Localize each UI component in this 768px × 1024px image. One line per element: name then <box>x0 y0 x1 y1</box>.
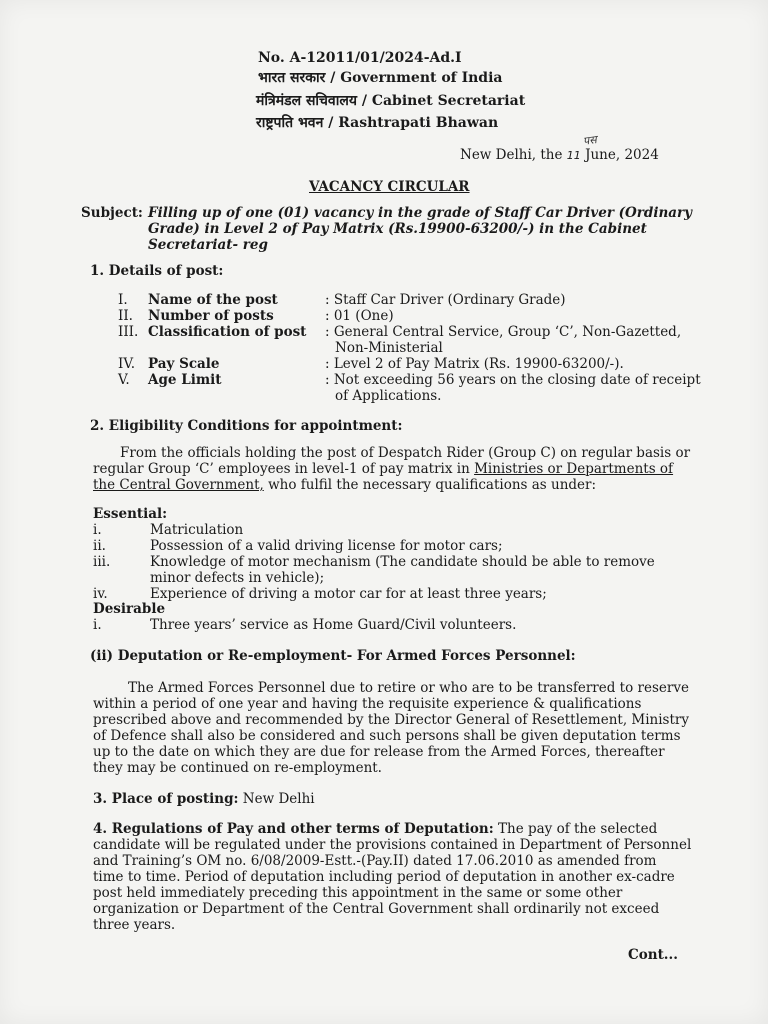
subject-label: Subject: <box>81 205 143 221</box>
para-line: The Armed Forces Personnel due to retire or who are to be transferred to reserve <box>128 680 689 696</box>
row-value-cont: Non-Ministerial <box>335 340 443 356</box>
subject-line-1: Filling up of one (01) vacancy in the grade of Staff Car Driver (Ordinary <box>148 205 692 221</box>
continued-note: Cont... <box>628 947 678 963</box>
para-line: prescribed above and recommended by the Director General of Resettlement, Ministry <box>93 712 689 728</box>
para-line: time to time. Period of deputation including period of deputation in another ex-cadre <box>93 869 675 885</box>
header-govt: भारत सरकार / Government of India <box>258 70 503 86</box>
section-3 <box>93 791 315 807</box>
row-value: : Staff Car Driver (Ordinary Grade) <box>325 292 566 308</box>
date-line <box>460 147 659 163</box>
row-number: IV. <box>118 356 136 372</box>
subject-line-2: Grade) in Level 2 of Pay Matrix (Rs.19900-63200/-) in the Cabinet <box>148 221 647 237</box>
para-line: three years. <box>93 917 176 933</box>
para-line: up to the date on which they are due for release from the Armed Forces, thereafter <box>93 744 665 760</box>
header-bhawan: राष्ट्रपति भवन / Rashtrapati Bhawan <box>256 115 499 131</box>
item-text-cont: minor defects in vehicle); <box>150 570 325 586</box>
place-of-posting: New Delhi <box>238 791 315 807</box>
row-label: Age Limit <box>148 372 222 388</box>
header-cabinet: मंत्रिमंडल सचिवालय / Cabinet Secretariat <box>256 93 526 109</box>
item-text: Matriculation <box>150 522 244 538</box>
section-3-heading: 3. Place of posting: <box>93 791 239 807</box>
para-line: post held immediately preceding this appointment in the same or some other <box>93 885 623 901</box>
eligibility-para-line-3 <box>93 477 596 493</box>
row-label: Number of posts <box>148 308 274 324</box>
subject-line-3: Secretariat- reg <box>148 237 268 253</box>
para-line: of Defence shall also be considered and such persons shall be given deputation terms <box>93 728 681 744</box>
row-number: I. <box>118 292 128 308</box>
section-4-heading: 4. Regulations of Pay and other terms of Deputation: <box>93 821 494 837</box>
handwritten-initials: पस <box>582 133 598 148</box>
item-number: iv. <box>93 586 108 602</box>
row-value: : 01 (One) <box>325 308 394 324</box>
para-line: organization or Department of the Central Government shall ordinarily not exceed <box>93 901 660 917</box>
para-line: they may be continued on re-employment. <box>93 760 382 776</box>
item-number: i. <box>93 522 102 538</box>
file-number: No. A-12011/01/2024-Ad.I <box>258 50 462 66</box>
row-value: : Level 2 of Pay Matrix (Rs. 19900-63200/-). <box>325 356 624 372</box>
eligibility-para-line-1: From the officials holding the post of Despatch Rider (Group C) on regular basis or <box>120 445 691 461</box>
desirable-label: Desirable <box>93 601 166 617</box>
section-2-heading: 2. Eligibility Conditions for appointment: <box>90 418 403 434</box>
row-number: III. <box>118 324 139 340</box>
item-text: Knowledge of motor mechanism (The candidate should be able to remove <box>150 554 655 570</box>
item-number: ii. <box>93 538 106 554</box>
ministries-text: Ministries or Departments of <box>474 461 674 477</box>
eligibility-text: regular Group ‘C’ employees in level-1 of pay matrix in <box>93 461 475 477</box>
section-1-heading: 1. Details of post: <box>90 263 224 279</box>
item-text: Experience of driving a motor car for at least three years; <box>150 586 547 602</box>
row-label: Pay Scale <box>148 356 220 372</box>
central-govt-text: the Central Government, <box>93 477 264 493</box>
eligibility-text-end: who fulfil the necessary qualifications as under: <box>263 477 597 493</box>
para-line: within a period of one year and having the requisite experience & qualifications <box>93 696 642 712</box>
row-value-cont: of Applications. <box>335 388 442 404</box>
row-number: V. <box>118 372 130 388</box>
row-label: Classification of post <box>148 324 307 340</box>
item-number: i. <box>93 617 102 633</box>
item-number: iii. <box>93 554 111 570</box>
eligibility-para-line-2 <box>93 461 673 477</box>
row-number: II. <box>118 308 133 324</box>
para-line: candidate will be regulated under the provisions contained in Department of Personnel <box>93 837 692 853</box>
date-prefix: New Delhi, the <box>460 147 563 163</box>
section-4-text-start: The pay of the selected <box>493 821 658 837</box>
essential-label: Essential: <box>93 506 168 522</box>
circular-title: VACANCY CIRCULAR <box>309 179 470 195</box>
row-value: : General Central Service, Group ‘C’, Non-Gazetted, <box>325 324 682 340</box>
para-line: and Training’s OM no. 6/08/2009-Estt.-(Pay.II) dated 17.06.2010 as amended from <box>93 853 657 869</box>
section-2ii-heading: (ii) Deputation or Re-employment- For Armed Forces Personnel: <box>90 648 576 664</box>
row-label: Name of the post <box>148 292 278 308</box>
section-4-line-1 <box>93 821 657 837</box>
item-text: Three years’ service as Home Guard/Civil volunteers. <box>150 617 517 633</box>
item-text: Possession of a valid driving license for motor cars; <box>150 538 503 554</box>
row-value: : Not exceeding 56 years on the closing date of receipt <box>325 372 701 388</box>
date-day: 11 <box>566 149 581 162</box>
date-rest: June, 2024 <box>585 147 659 163</box>
